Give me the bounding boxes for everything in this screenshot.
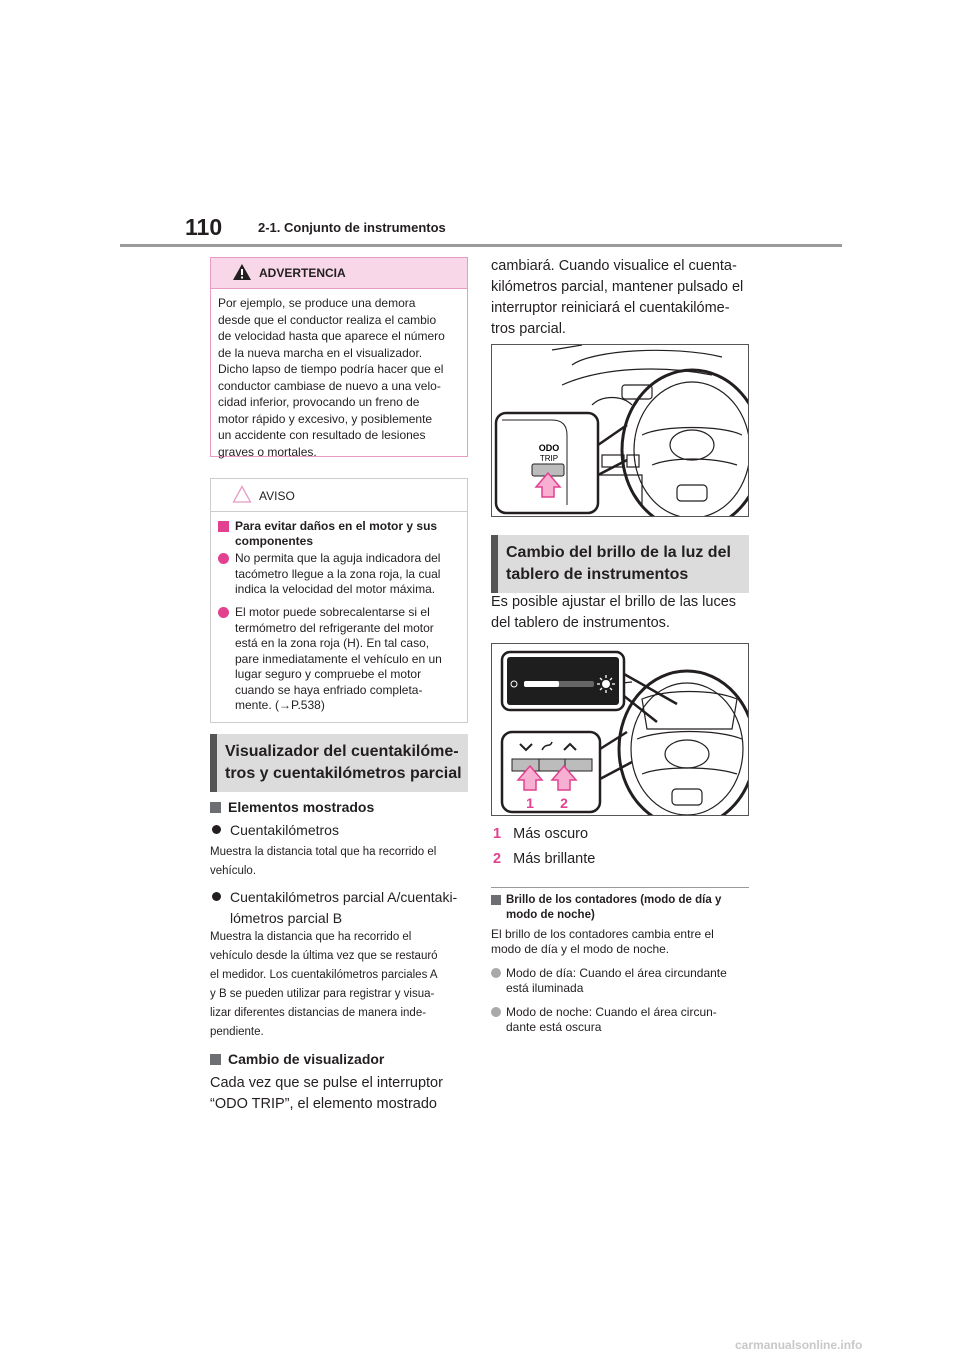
- odometer-description: [210, 843, 472, 881]
- warning-title: ADVERTENCIA: [259, 266, 346, 280]
- odo-trip-illustration: [491, 344, 749, 517]
- brightness-drawing: [492, 644, 748, 815]
- body-line: del tablero de instrumentos.: [491, 615, 670, 631]
- warning-line: graves o mortales.: [218, 444, 317, 459]
- round-bullet-icon: [212, 892, 221, 901]
- brightness-illustration: [491, 643, 749, 816]
- chapter-title: 2-1. Conjunto de instrumentos: [258, 220, 446, 235]
- notice-item-line: mente. (→P.538): [235, 698, 325, 712]
- body-line: “ODO TRIP”, el elemento mostrado: [210, 1096, 437, 1112]
- notice-subheading-line: Para evitar daños en el motor y sus: [235, 519, 438, 533]
- description-line: y B se pueden utilizar para registrar y visua-: [210, 988, 435, 1000]
- change-display-text: [210, 1073, 472, 1115]
- items-heading: [210, 799, 486, 815]
- warning-line: motor rápido y excesivo, y posiblemente: [218, 411, 433, 426]
- notice-item-line: está en la zona roja (H). En tal caso,: [235, 636, 430, 650]
- caution-triangle-icon: [232, 485, 252, 503]
- notice-item-line: pare inmediatamente el vehículo en un: [235, 651, 442, 666]
- legend-number: 2: [493, 851, 502, 867]
- notice-item-line: lugar seguro y compruebe el motor: [235, 667, 422, 681]
- warning-line: de la nueva marcha en el visualizador.: [218, 345, 423, 360]
- notice-item: [218, 605, 475, 714]
- bullet-odometer: [212, 820, 486, 840]
- notice-item-line: tacómetro llegue a la zona roja, la cual: [235, 566, 441, 581]
- continued-text: [491, 256, 753, 340]
- legend-item: [493, 847, 749, 872]
- items-heading-text: Elementos mostrados: [228, 799, 375, 815]
- notice-item-line: cuando se haya enfriado completa-: [235, 682, 423, 697]
- warning-line: de velocidad hasta que aparece el número: [218, 329, 445, 343]
- notice-item-line: termómetro del refrigerante del motor: [235, 620, 434, 635]
- legend-item: [493, 822, 749, 847]
- figure-number-1: 1: [526, 795, 534, 811]
- notice-title: AVISO: [259, 489, 295, 503]
- description-line: Muestra la distancia total que ha recorrido el: [210, 846, 437, 858]
- notice-subheading-line: componentes: [235, 534, 314, 548]
- item-line: Modo de noche: Cuando el área circun-: [506, 1005, 717, 1019]
- square-bullet-icon: [210, 1054, 221, 1065]
- square-bullet-icon: [491, 895, 501, 905]
- warning-line: desde que el conductor realiza el cambio: [218, 312, 437, 327]
- round-bullet-icon: [491, 968, 501, 978]
- round-bullet-icon: [218, 553, 229, 564]
- section-title-line: tablero de instrumentos: [506, 566, 689, 583]
- description-line: pendiente.: [210, 1026, 264, 1038]
- description-line: El brillo de los contadores cambia entre el: [491, 927, 714, 941]
- header-rule: [120, 244, 842, 247]
- trip-meter-description: [210, 928, 472, 1042]
- divider: [491, 887, 749, 888]
- body-line: interruptor reiniciará el cuentakilóme-: [491, 300, 730, 316]
- legend-text: Más oscuro: [513, 826, 589, 842]
- notice-box: [210, 478, 468, 723]
- warning-line: cidad inferior, provocando un freno de: [218, 395, 420, 409]
- description-line: modo de día y el modo de noche.: [491, 942, 670, 956]
- round-bullet-icon: [491, 1007, 501, 1017]
- page-number: 110: [185, 214, 223, 240]
- description-line: el medidor. Los cuentakilómetros parciales A: [210, 969, 438, 981]
- description-line: vehículo desde la última vez que se restauró: [210, 950, 438, 962]
- subheading-line: Brillo de los contadores (modo de día y: [506, 894, 722, 906]
- body-line: Cada vez que se pulse el interruptor: [210, 1075, 443, 1091]
- item-line: está iluminada: [506, 981, 584, 995]
- warning-text: [211, 289, 467, 460]
- legend-number: 1: [493, 826, 502, 842]
- warning-box: [210, 257, 468, 457]
- section-brightness-title: [491, 535, 749, 593]
- bullet-text: Cuentakilómetros parcial A/cuentaki-: [230, 889, 458, 905]
- warning-triangle-icon: [232, 263, 252, 281]
- footer-watermark: carmanualsonline.info: [735, 1338, 863, 1352]
- brightness-description: [491, 927, 753, 957]
- section-title-line: tros y cuentakilómetros parcial: [225, 765, 462, 782]
- notice-item-line: El motor puede sobrecalentarse si el: [235, 605, 430, 619]
- body-line: tros parcial.: [491, 321, 566, 337]
- brightness-subheading: [491, 893, 764, 923]
- warning-line: Por ejemplo, se produce una demora: [218, 296, 416, 310]
- description-line: lizar diferentes distancias de manera inde-: [210, 1007, 427, 1019]
- description-line: Muestra la distancia que ha recorrido el: [210, 931, 412, 943]
- bullet-trip-meter: [212, 887, 486, 929]
- trip-label: TRIP: [539, 454, 559, 463]
- section-title-line: Visualizador del cuentakilóme-: [225, 743, 459, 760]
- brightness-legend: [493, 822, 749, 872]
- figure-number-2: 2: [560, 795, 568, 811]
- round-bullet-icon: [212, 825, 221, 834]
- body-line: kilómetros parcial, mantener pulsado el: [491, 279, 744, 295]
- day-mode-item: [491, 966, 764, 996]
- square-bullet-icon: [210, 802, 221, 813]
- description-line: vehículo.: [210, 865, 257, 877]
- notice-item-line: indica la velocidad del motor máxima.: [235, 582, 436, 596]
- night-mode-item: [491, 1005, 764, 1035]
- item-line: Modo de día: Cuando el área circundante: [506, 966, 727, 980]
- bullet-text: Cuentakilómetros: [230, 822, 339, 838]
- odo-label: ODO: [538, 443, 560, 453]
- square-bullet-icon: [218, 521, 229, 532]
- brightness-intro: [491, 592, 753, 634]
- warning-line: Dicho lapso de tiempo podría hacer que el: [218, 362, 444, 376]
- round-bullet-icon: [218, 607, 229, 618]
- notice-header: [211, 479, 467, 512]
- change-heading-text: Cambio de visualizador: [228, 1051, 385, 1067]
- body-line: cambiará. Cuando visualice el cuenta-: [491, 258, 737, 274]
- warning-line: un accidente con resultado de lesiones: [218, 428, 426, 442]
- dashboard-drawing: [492, 345, 748, 516]
- notice-item: [218, 551, 475, 598]
- section-odometer-title: [210, 734, 468, 792]
- change-display-heading: [210, 1051, 486, 1067]
- notice-item-line: No permita que la aguja indicadora del: [235, 551, 441, 565]
- section-title-line: Cambio del brillo de la luz del: [506, 544, 731, 561]
- warning-line: conductor cambiase de nuevo a una velo-: [218, 378, 441, 393]
- body-line: Es posible ajustar el brillo de las luces: [491, 594, 737, 610]
- legend-text: Más brillante: [513, 851, 596, 867]
- item-line: dante está oscura: [506, 1020, 602, 1034]
- notice-subheading: [218, 519, 475, 549]
- subheading-line: modo de noche): [506, 909, 595, 921]
- bullet-text: lómetros parcial B: [230, 910, 343, 926]
- warning-header: [211, 258, 467, 289]
